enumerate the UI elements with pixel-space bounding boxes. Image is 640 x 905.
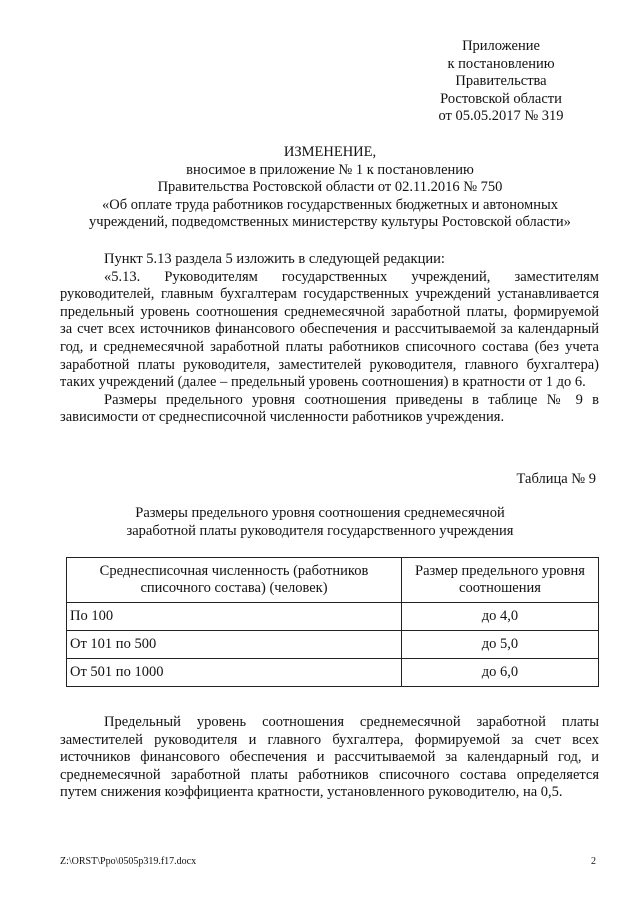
file-path: Z:\ORST\Ppo\0505p319.f17.docx <box>60 856 197 867</box>
cell-headcount: От 101 по 500 <box>67 631 402 659</box>
cell-headcount: По 100 <box>67 603 402 631</box>
cell-ratio: до 6,0 <box>402 659 599 687</box>
document-heading <box>60 144 600 232</box>
caption-line: Размеры предельного уровня соотношения среднемесячной <box>135 505 505 521</box>
clause-paragraph: «5.13. Руководителям государственных учреждений, заместителям руководителей, главным бухгалтерам государственных учреждений устанавливается предельный уровень соотношения среднемесячной заработной платы, формируемой за счет всех источников финансового обеспечения и рассчитываемой за календарный год, и среднемесячной заработной платы работников списочного состава (без учета заработной платы руководителя, заместителей руководителя, главного бухгалтера) таких учреждений (далее – предельный уровень соотношения) в кратности от 1 до 6. <box>60 268 599 391</box>
reference-paragraph: Размеры предельного уровня соотношения приведены в таблице № 9 в зависимости от среднесписочной численности работников учреждения. <box>60 391 599 426</box>
appendix-header <box>418 38 584 126</box>
appendix-line: Правительства <box>455 73 547 90</box>
header-ratio: Размер предельного уровня соотношения <box>402 558 599 603</box>
table-row <box>67 659 599 687</box>
cell-headcount: От 501 по 1000 <box>67 659 402 687</box>
cell-ratio: до 4,0 <box>402 603 599 631</box>
heading-line: Правительства Ростовской области от 02.11.2016 № 750 <box>157 179 503 196</box>
heading-title: ИЗМЕНЕНИЕ, <box>283 144 377 160</box>
table-number: Таблица № 9 <box>516 471 596 487</box>
table-row <box>67 603 599 631</box>
table-row <box>67 631 599 659</box>
header-headcount: Среднесписочная численность (работников списочного состава) (человек) <box>67 558 402 603</box>
caption-line: заработной платы руководителя государственного учреждения <box>126 522 514 539</box>
table-caption <box>0 505 640 540</box>
appendix-line: к постановлению <box>447 55 555 72</box>
intro-paragraph: Пункт 5.13 раздела 5 изложить в следующей редакции: <box>104 251 445 267</box>
heading-line: учреждений, подведомственных министерству культуры Ростовской области» <box>89 214 571 231</box>
ratio-table <box>66 557 599 687</box>
cell-ratio: до 5,0 <box>402 631 599 659</box>
appendix-line: Ростовской области <box>440 90 562 107</box>
appendix-line: Приложение <box>462 38 540 54</box>
page-number: 2 <box>591 856 596 867</box>
appendix-line: от 05.05.2017 № 319 <box>438 108 564 125</box>
heading-line: вносимое в приложение № 1 к постановлению <box>186 161 474 178</box>
main-text <box>60 251 599 427</box>
table-header-row <box>67 558 599 603</box>
closing-text <box>60 714 599 802</box>
heading-line: «Об оплате труда работников государственных бюджетных и автономных <box>102 196 558 213</box>
closing-paragraph: Предельный уровень соотношения среднемесячной заработной платы заместителей руководителя и главного бухгалтера, формируемой за счет всех источников финансового обеспечения и рассчитываемой за календарный год, и среднемесячной заработной платы работников списочного состава определяется путем снижения коэффициента кратности, установленного руководителю, на 0,5. <box>60 714 599 801</box>
